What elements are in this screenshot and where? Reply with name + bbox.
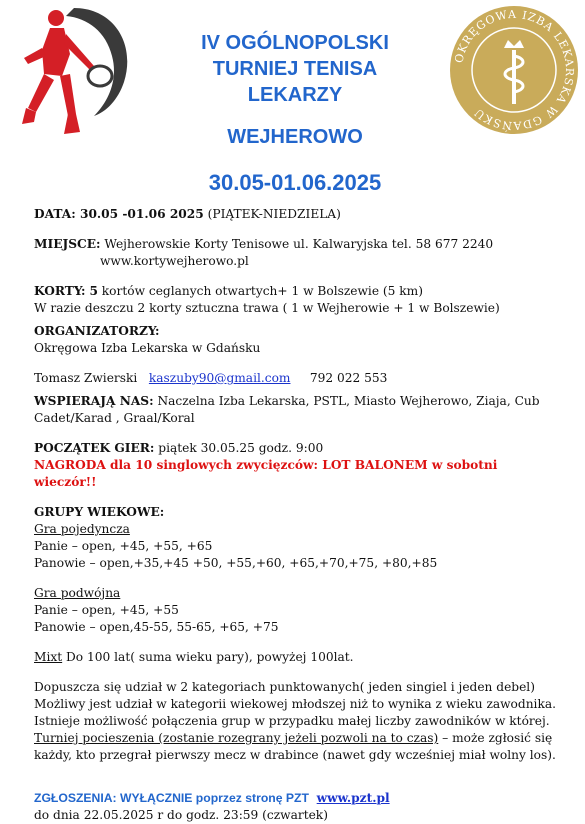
courts-line: KORTY: 5 kortów ceglanych otwartych+ 1 w Bolszewie (5 km) — [34, 284, 423, 298]
singles-title: Gra pojedyncza — [34, 522, 130, 536]
doubles-women: Panie – open, +45, +55 — [34, 603, 179, 617]
phone-number: 792 022 553 — [309, 371, 388, 385]
tournament-title: IV OGÓLNOPOLSKI TURNIEJ TENISA LEKARZY — [201, 32, 389, 106]
organizers-heading: ORGANIZATORZY: — [34, 324, 160, 338]
sponsors-line-2: Cadet/Karad , Graal/Koral — [34, 411, 195, 425]
doubles-title: Gra podwójna — [34, 586, 121, 600]
rules-line-3: Istnieje możliwość połączenia grup w przypadku małej liczby zawodników w której. — [34, 714, 550, 728]
location-url: www.kortywejherowo.pl — [100, 254, 249, 268]
sponsors-line: WSPIERAJĄ NAS: Naczelna Izba Lekarska, PSTL, Miasto Wejherowo, Ziaja, Cub — [34, 394, 540, 408]
courts-rain-line: W razie deszczu 2 korty sztuczna trawa ( 1 w Wejherowie + 1 w Bolszewie) — [34, 301, 500, 315]
tennis-player-logo — [14, 4, 134, 144]
singles-men: Panowie – open,+35,+45 +50, +55,+60, +65,+70,+75, +80,+85 — [34, 556, 438, 570]
location-line: MIEJSCE: Wejherowskie Korty Tenisowe ul. Kalwaryjska tel. 58 677 2240 — [34, 237, 494, 251]
rules-line-4: Turniej pocieszenia (zostanie rozegrany jeżeli pozwoli na to czas) – może zgłosić się — [34, 731, 553, 745]
seal-text: OKRĘGOWA IZBA LEKARSKA W GDAŃSKU — [452, 7, 577, 133]
email-link[interactable]: kaszuby90@gmail.com — [148, 371, 291, 385]
rules-line-1: Dopuszcza się udział w 2 kategoriach punktowanych( jeden singiel i jeden debel) — [34, 680, 535, 694]
registration-deadline: do dnia 22.05.2025 r do godz. 23:59 (czwartek) — [34, 808, 328, 822]
date-line: DATA: 30.05 -01.06 2025 (PIĄTEK-NIEDZIELA) — [34, 207, 341, 221]
start-line: POCZĄTEK GIER: piątek 30.05.25 godz. 9:00 — [34, 441, 324, 455]
age-groups-heading: GRUPY WIEKOWE: — [34, 505, 165, 519]
rules-line-5: każdy, kto przegrał pierwszy mecz w drabince (nawet gdy wcześniej miał wolny los). — [34, 748, 556, 762]
singles-women: Panie – open, +45, +55, +65 — [34, 539, 213, 553]
city-title: WEJHEROWO — [227, 126, 363, 148]
medical-chamber-seal — [448, 4, 580, 136]
organizer-name: Okręgowa Izba Lekarska w Gdańsku — [34, 341, 261, 355]
document-body — [34, 206, 564, 824]
prize-line: NAGRODA dla 10 singlowych zwycięzców: LOT BALONEM w sobotni wieczór!! — [34, 458, 498, 489]
pzt-link[interactable]: www.pzt.pl — [316, 791, 390, 805]
contact-line: Tomasz Zwierski kaszuby90@gmail.com 792 022 553 — [34, 371, 388, 385]
doubles-men: Panowie – open,45-55, 55-65, +65, +75 — [34, 620, 279, 634]
rules-line-2: Możliwy jest udział w kategorii wiekowej młodszej niż to wynika z wieku zawodnika. — [34, 697, 556, 711]
mixt-line: Mixt Do 100 lat( suma wieku pary), powyżej 100lat. — [34, 650, 354, 664]
dates-title: 30.05-01.06.2025 — [208, 170, 382, 195]
registration-line: ZGŁOSZENIA: WYŁĄCZNIE poprzez stronę PZT www.pzt.pl — [34, 791, 390, 805]
